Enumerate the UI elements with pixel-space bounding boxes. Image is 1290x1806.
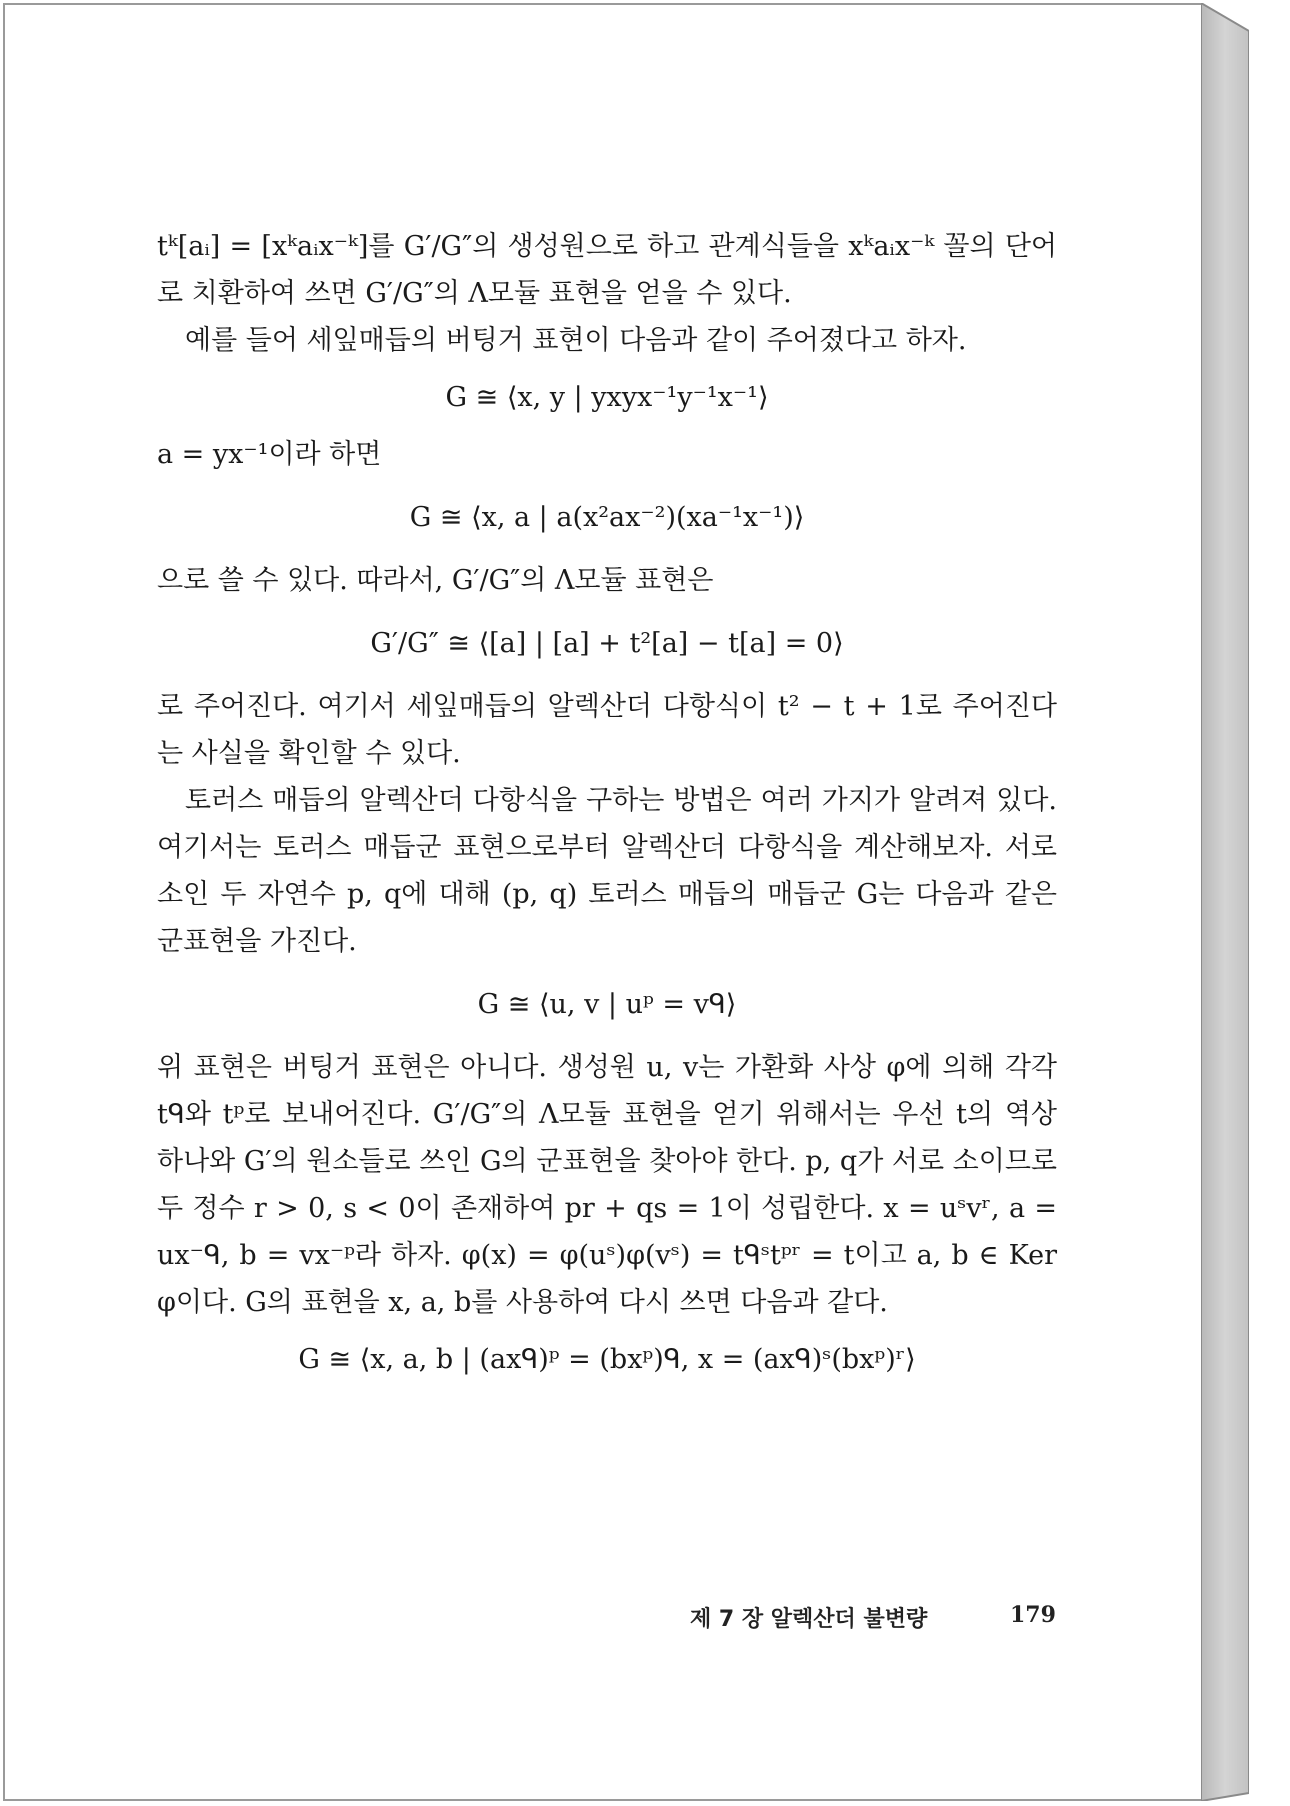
book-spine — [1201, 3, 1249, 1801]
equation-torus-group: G ≅ ⟨u, v | uᵖ = vᑫ⟩ — [477, 989, 737, 1020]
paragraph-torus-derivation: 위 표현은 버팅거 표현은 아니다. 생성원 u, v는 가환화 사상 φ에 의해 각각 tᑫ와 tᵖ로 보내어진다. G′/G″의 Λ모듈 표현을 얻기 위해서는 우선 t의 역상 하나와 G′의 원소들로 쓰인 G의 군표현을 찾아야 한다. p, q가 서로 소이므로 두 정수 r > 0, s < 0이 존재하여 pr + qs = 1이 성립한다. x = uˢvʳ, a = ux⁻ᑫ, b = vx⁻ᵖ라 하자. φ(x) = φ(uˢ)φ(vˢ) = tᑫˢtᵖʳ = t이고 a, b ∈ Ker φ이다. G의 표현을 x, a, b를 사용하여 다시 쓰면 다음과 같다. — [157, 1052, 1057, 1318]
equation-wirtinger: G ≅ ⟨x, y | yxyx⁻¹y⁻¹x⁻¹⟩ — [445, 382, 769, 413]
page-footer — [5, 1602, 1205, 1642]
page-number: 179 — [1010, 1602, 1056, 1628]
page-body — [157, 223, 1057, 1383]
paragraph-therefore: 으로 쓸 수 있다. 따라서, G′/G″의 Λ모듈 표현은 — [157, 565, 714, 596]
paragraph-trefoil-intro: 예를 들어 세잎매듭의 버팅거 표현이 다음과 같이 주어졌다고 하자. — [185, 325, 967, 356]
equation-module: G′/G″ ≅ ⟨[a] | [a] + t²[a] − t[a] = 0⟩ — [370, 628, 844, 659]
paragraph-torus-intro: 토러스 매듭의 알렉산더 다항식을 구하는 방법은 여러 가지가 알려져 있다. 여기서는 토러스 매듭군 표현으로부터 알렉산더 다항식을 계산해보자. 서로 소인 두 자연수 p, q에 대해 (p, q) 토러스 매듭의 매듭군 G는 다음과 같은 군표현을 가진다. — [157, 785, 1057, 957]
equation-torus-final: G ≅ ⟨x, a, b | (axᑫ)ᵖ = (bxᵖ)ᑫ, x = (axᑫ)ˢ(bxᵖ)ʳ⟩ — [298, 1344, 916, 1375]
book-page — [3, 3, 1203, 1801]
equation-rewritten: G ≅ ⟨x, a | a(x²ax⁻²)(xa⁻¹x⁻¹)⟩ — [409, 502, 805, 533]
chapter-title: 제 7 장 알렉산더 불변량 — [690, 1607, 928, 1632]
paragraph-substitution: a = yx⁻¹이라 하면 — [157, 439, 382, 470]
paragraph-alexander-trefoil: 로 주어진다. 여기서 세잎매듭의 알렉산더 다항식이 t² − t + 1로 주어진다는 사실을 확인할 수 있다. — [157, 691, 1057, 769]
paragraph-generators: tᵏ[aᵢ] = [xᵏaᵢx⁻ᵏ]를 G′/G″의 생성원으로 하고 관계식들을 xᵏaᵢx⁻ᵏ 꼴의 단어로 치환하여 쓰면 G′/G″의 Λ모듈 표현을 얻을 수 있다. — [157, 231, 1057, 309]
